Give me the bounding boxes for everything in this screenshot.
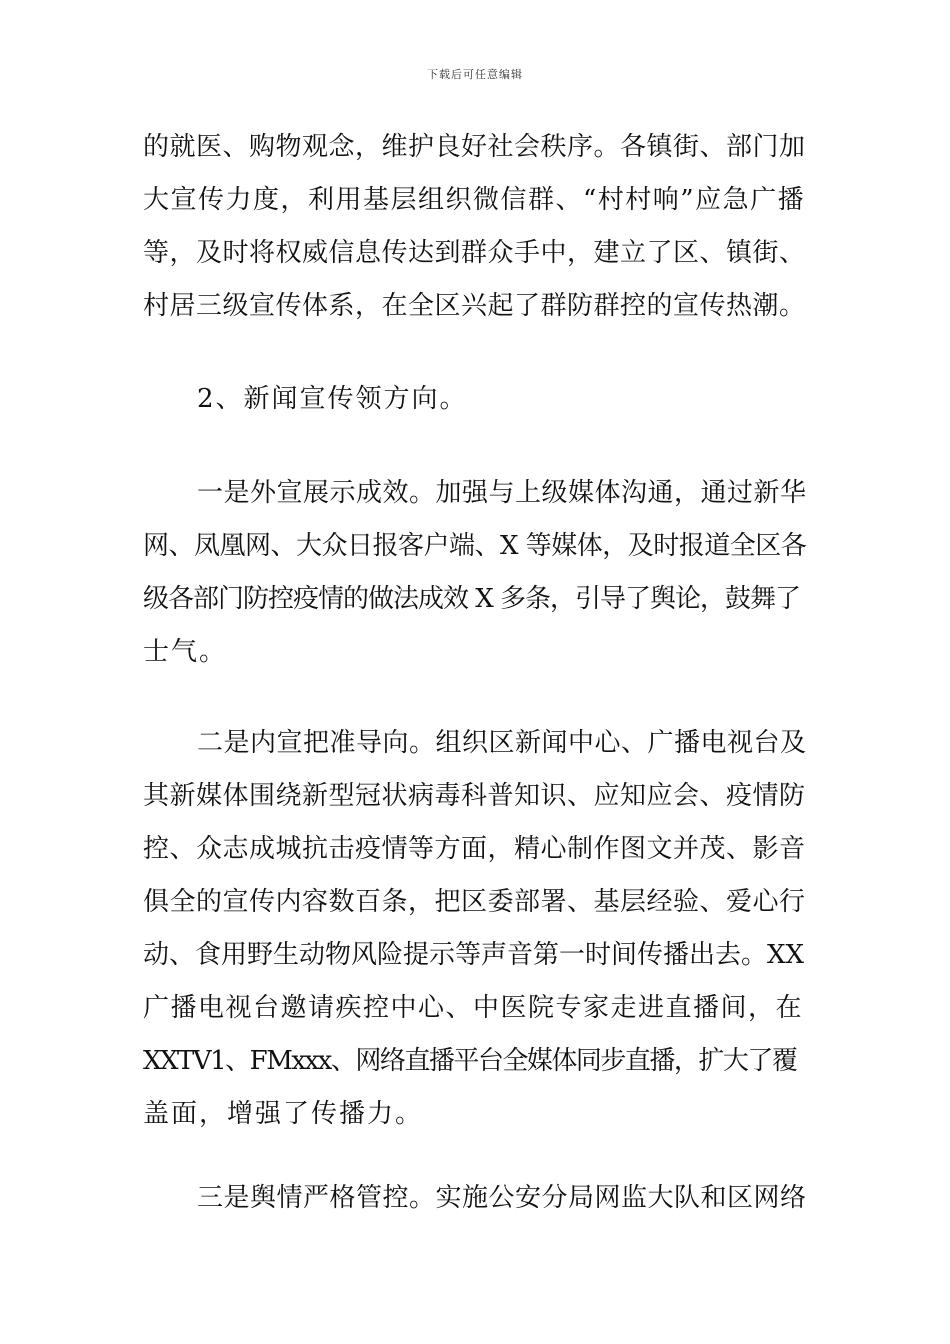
- section-heading: 2、新闻宣传领方向。: [197, 384, 468, 414]
- paragraph-line: 网、凤凰网、大众日报客户端、X 等媒体，及时报道全区各: [143, 531, 807, 561]
- paragraph-line: 级各部门防控疫情的做法成效 X 多条，引导了舆论，鼓舞了: [143, 584, 801, 614]
- paragraph-line: 三是舆情严格管控。实施公安分局网监大队和区网络: [197, 1183, 807, 1213]
- paragraph-line: 其新媒体围绕新型冠状病毒科普知识、应知应会、疫情防: [143, 781, 806, 811]
- paragraph-line: 的就医、购物观念，维护良好社会秩序。各镇街、部门加: [143, 132, 806, 162]
- paragraph-line: 二是内宣把准导向。组织区新闻中心、广播电视台及: [197, 728, 807, 758]
- paragraph-line: 村居三级宣传体系，在全区兴起了群防群控的宣传热潮。: [143, 291, 806, 321]
- paragraph-line: 盖面，增强了传播力。: [143, 1099, 424, 1129]
- paragraph-line: 俱全的宣传内容数百条，把区委部署、基层经验、爱心行: [143, 887, 806, 917]
- header-note: 下载后可任意编辑: [427, 68, 523, 81]
- paragraph-line: XXTV1、FMxxx、网络直播平台全媒体同步直播，扩大了覆: [143, 1046, 797, 1076]
- paragraph-line: 控、众志成城抗击疫情等方面，精心制作图文并茂、影音: [143, 834, 806, 864]
- paragraph-line: 一是外宣展示成效。加强与上级媒体沟通，通过新华: [197, 478, 807, 508]
- paragraph-line: 广播电视台邀请疾控中心、中医院专家走进直播间，在: [143, 993, 804, 1023]
- paragraph-line: 士气。: [143, 637, 228, 667]
- paragraph-line: 动、食用野生动物风险提示等声音第一时间传播出去。XX: [143, 940, 805, 970]
- paragraph-line: 等，及时将权威信息传达到群众手中，建立了区、镇街、: [143, 238, 806, 268]
- paragraph-line: 大宣传力度，利用基层组织微信群、“村村响”应急广播: [143, 185, 806, 215]
